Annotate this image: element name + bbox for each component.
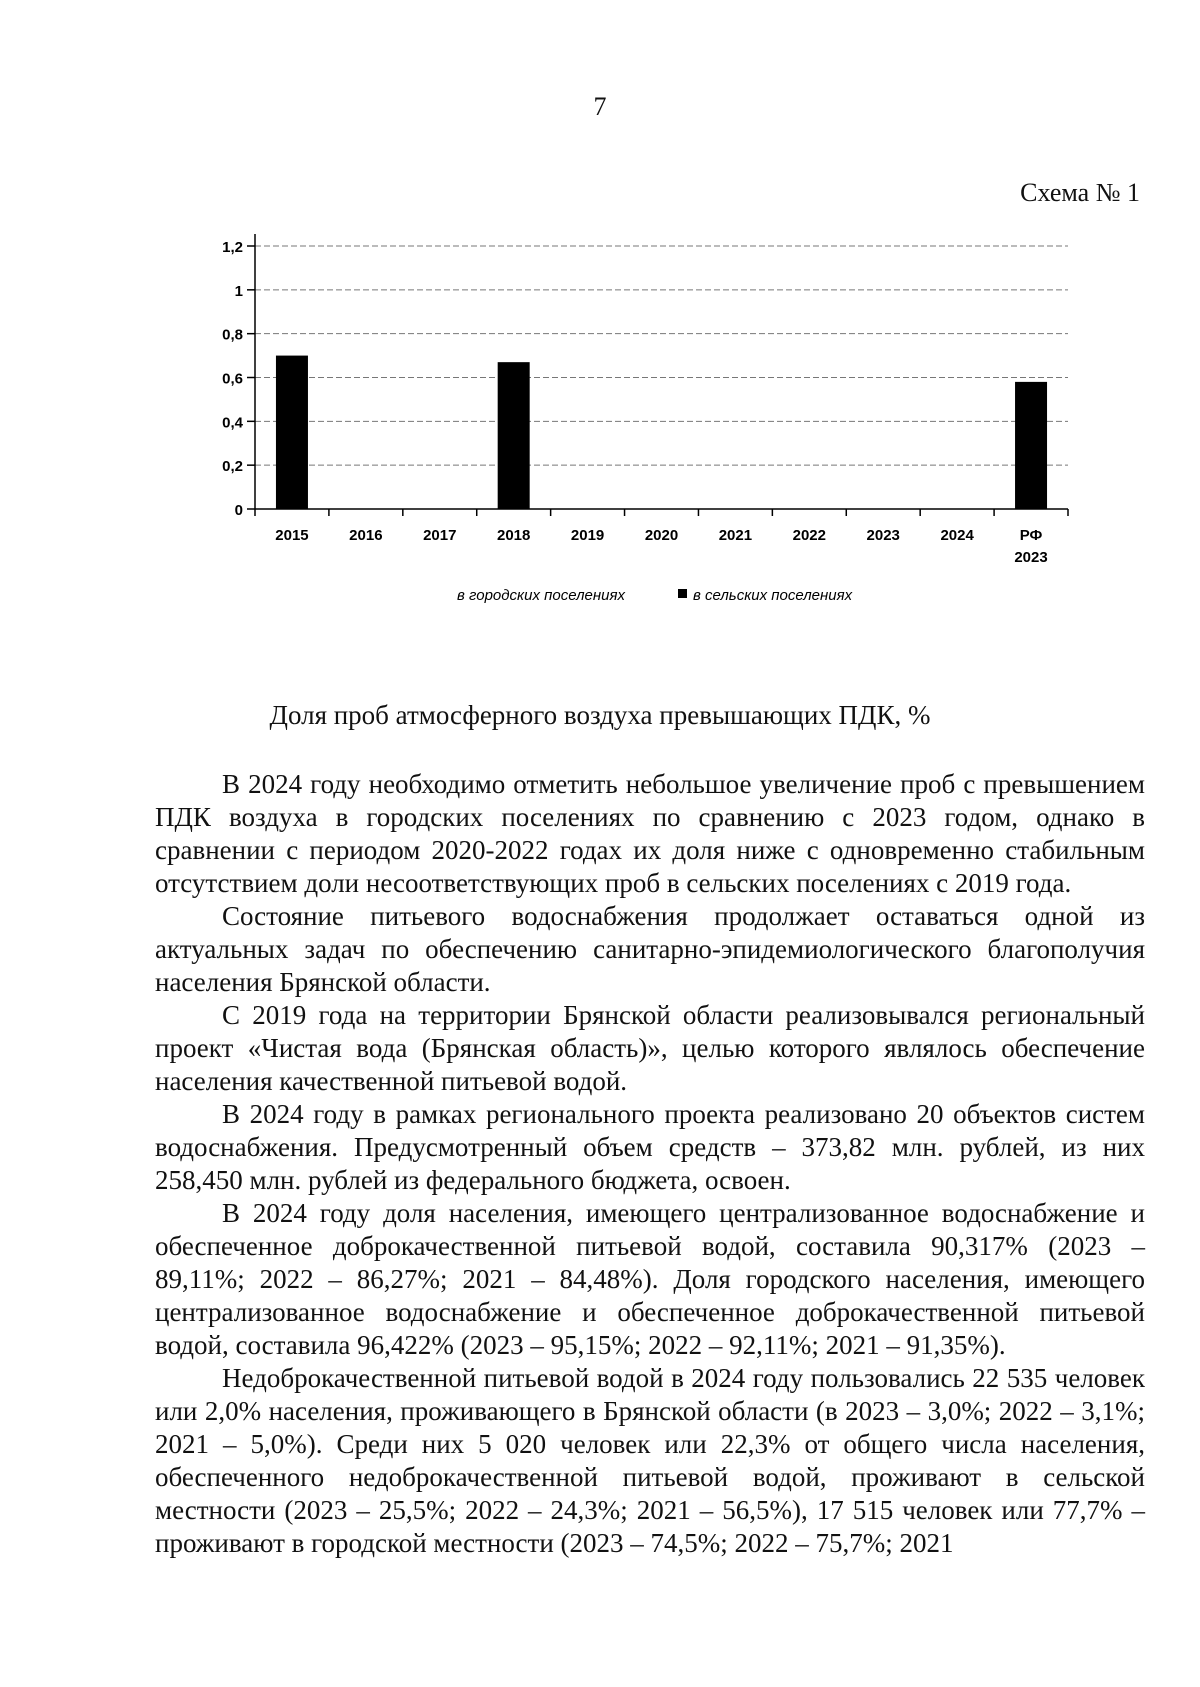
paragraph: В 2024 году доля населения, имеющего централизованное водоснабжение и обеспеченное доброкачественной питьевой водой, составила 90,317% (2023 – 89,11%; 2022 – 86,27%; 2021 – 84,48%). Доля городского населения, имеющего централизованное водоснабжение и обеспеченное доброкачественной питьевой водой, составила 96,422% (2023 – 95,15%; 2022 – 92,11%; 2021 – 91,35%). bbox=[155, 1198, 1145, 1360]
x-tick-label: 2023 bbox=[1014, 549, 1048, 566]
chart-caption: Доля проб атмосферного воздуха превышающих ПДК, % bbox=[269, 700, 931, 730]
x-tick-label: 2016 bbox=[349, 527, 383, 544]
page-number: 7 bbox=[593, 92, 607, 121]
bar bbox=[498, 362, 530, 509]
y-tick-label: 0,2 bbox=[222, 458, 243, 476]
y-tick-label: 0,8 bbox=[222, 326, 243, 344]
paragraph: В 2024 году необходимо отметить небольшое увеличение проб с превышением ПДК воздуха в городских поселениях по сравнению с 2023 годом, однако в сравнении с периодом 2020-2022 годах их доля ниже с одновременно стабильным отсутствием доли несоответствующих проб в сельских поселениях с 2019 года. bbox=[155, 769, 1145, 898]
legend-swatch bbox=[678, 589, 687, 598]
x-tick-label: 2020 bbox=[644, 527, 679, 544]
x-tick-label: 2017 bbox=[423, 527, 457, 544]
x-tick-label: 2021 bbox=[718, 527, 753, 544]
paragraph: С 2019 года на территории Брянской области реализовывался региональный проект «Чистая вода (Брянская область)», целью которого являлось обеспечение населения качественной питьевой водой. bbox=[155, 1000, 1145, 1096]
paragraph: Недоброкачественной питьевой водой в 2024 году пользовались 22 535 человек или 2,0% населения, проживающего в Брянской области (в 2023 – 3,0%; 2022 – 3,1%; 2021 – 5,0%). Среди них 5 020 человек или 22,3% от общего числа населения, обеспеченного недоброкачественной питьевой водой, проживают в сельской местности (2023 – 25,5%; 2022 – 24,3%; 2021 – 56,5%), 17 515 человек или 77,7% – проживают в городской местности (2023 – 74,5%; 2022 – 75,7%; 2021 bbox=[155, 1363, 1145, 1558]
bar bbox=[276, 356, 308, 509]
y-tick-label: 0,4 bbox=[222, 414, 243, 432]
legend-label: в городских поселениях bbox=[457, 587, 625, 604]
y-tick-label: 0,6 bbox=[222, 370, 243, 388]
bar-chart bbox=[0, 0, 1200, 640]
y-tick-label: 1,2 bbox=[222, 239, 243, 256]
legend-label: в сельских поселениях bbox=[693, 587, 853, 604]
x-tick-label: 2015 bbox=[275, 527, 309, 544]
x-tick-label: 2022 bbox=[792, 527, 827, 544]
bar bbox=[1015, 382, 1047, 509]
body-text bbox=[155, 768, 1145, 1560]
x-tick-label: 2023 bbox=[866, 527, 900, 544]
y-tick-label: 0 bbox=[234, 502, 243, 519]
x-tick-label: 2018 bbox=[496, 527, 531, 544]
x-tick-label: 2019 bbox=[570, 527, 605, 544]
paragraph: В 2024 году в рамках регионального проекта реализовано 20 объектов систем водоснабжения. Предусмотренный объем средств – 373,82 млн. рублей, из них 258,450 млн. рублей из федерального бюджета, освоен. bbox=[155, 1099, 1145, 1195]
y-tick-label: 1 bbox=[234, 282, 243, 300]
paragraph: Состояние питьевого водоснабжения продолжает оставаться одной из актуальных задач по обеспечению санитарно-эпидемиологического благополучия населения Брянской области. bbox=[155, 901, 1145, 997]
x-tick-label: 2024 bbox=[940, 527, 974, 544]
x-tick-label: РФ bbox=[1019, 527, 1043, 544]
scheme-label: Схема № 1 bbox=[1020, 178, 1140, 207]
